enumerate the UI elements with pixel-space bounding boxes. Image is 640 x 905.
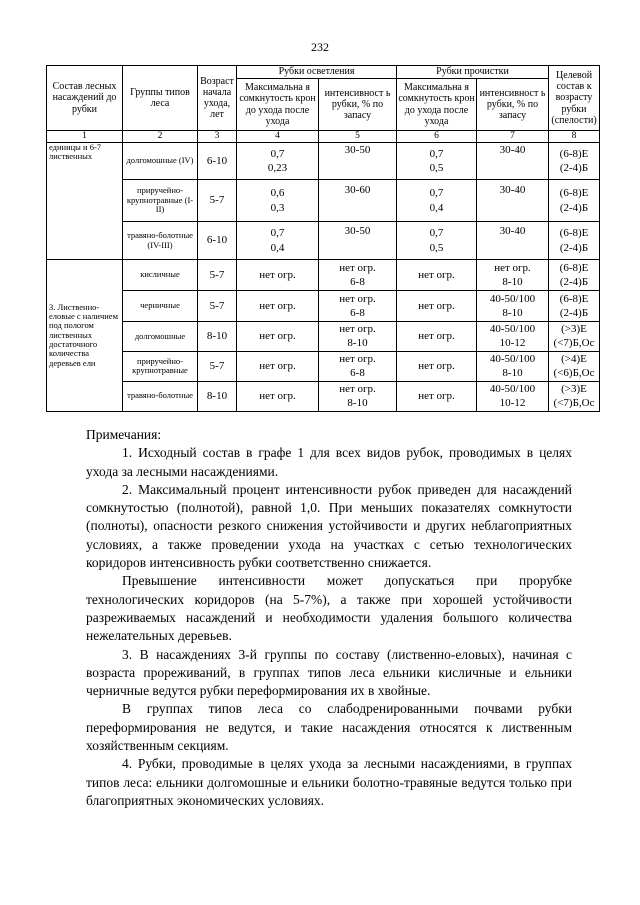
intensity-line: нет огр.	[339, 292, 376, 305]
table-row	[47, 180, 600, 222]
header-composition: Состав лесных насаждений до рубки	[47, 66, 123, 131]
thinning-intensity	[477, 260, 549, 291]
thinning-density: нет огр.	[397, 260, 477, 291]
note-paragraph: В группах типов леса со слабодренированными почвами рубки переформирования не ведутся, и такие насаждения относятся к лиственным хозяйственным секциям.	[86, 701, 572, 754]
thinning-intensity: 30-40	[477, 222, 549, 260]
forest-type: долгомошные	[123, 322, 198, 352]
col-number: 3	[198, 131, 237, 143]
header-lightening-intensity: интенсивност ь рубки, % по запасу	[319, 79, 397, 131]
target-composition	[549, 291, 600, 322]
target-line: (6-8)Е	[559, 147, 589, 160]
target-line: (<7)Б,Ос	[553, 337, 595, 350]
forest-type: черничные	[123, 291, 198, 322]
forest-care-table	[46, 65, 600, 412]
lightening-intensity: 30-50	[319, 143, 397, 180]
thinning-density: нет огр.	[397, 381, 477, 411]
lightening-density	[237, 222, 319, 260]
forest-type: кисличные	[123, 260, 198, 291]
target-line: (2-4)Б	[559, 276, 589, 288]
lightening-density: нет огр.	[237, 322, 319, 352]
target-line: (6-8)Е	[559, 227, 589, 240]
target-line: (<6)Б,Ос	[553, 367, 595, 380]
density-before: 0,6	[270, 187, 285, 200]
intensity-line: нет огр.	[339, 261, 376, 274]
note-paragraph: 3. В насаждениях 3-й группы по составу (лиственно-еловых), начиная с возраста прореживаний, в группах типов леса ельники кисличные и ельники черничные ведутся рубки переформирования их в хвойные.	[86, 646, 572, 699]
lightening-intensity	[319, 322, 397, 352]
target-line: (2-4)Б	[559, 307, 589, 319]
target-composition	[549, 322, 600, 352]
thinning-intensity	[477, 351, 549, 381]
density-after: 0,3	[270, 201, 285, 214]
forest-type: травяно-болотные	[123, 381, 198, 411]
intensity-line: 40-50/100	[489, 352, 536, 365]
target-line: (2-4)Б	[559, 201, 589, 214]
lightening-intensity	[319, 381, 397, 411]
intensity-line: 6-8	[350, 276, 365, 288]
note-paragraph: Превышение интенсивности может допускаться при прорубке технологических коридоров (на 5-7%), а также при хорошей устойчивости разреживаемых насаждений и необходимости удаления большого количества нежелательных деревьев.	[86, 573, 572, 644]
age-value: 5-7	[198, 180, 237, 222]
intensity-line: 40-50/100	[489, 382, 536, 395]
col-number: 2	[123, 131, 198, 143]
target-line: (6-8)Е	[559, 261, 589, 274]
thinning-intensity	[477, 322, 549, 352]
target-composition	[549, 260, 600, 291]
header-forest-groups: Группы типов леса	[123, 66, 198, 131]
target-composition	[549, 351, 600, 381]
lightening-intensity: 30-60	[319, 180, 397, 222]
col-number: 4	[237, 131, 319, 143]
age-value: 5-7	[198, 291, 237, 322]
header-lightening-density: Максимальна я сомкнутость крон до ухода после ухода	[237, 79, 319, 131]
lightening-density: нет огр.	[237, 291, 319, 322]
header-thinning: Рубки прочистки	[397, 66, 549, 79]
intensity-line: нет огр.	[339, 382, 376, 395]
table-row	[47, 260, 600, 291]
intensity-line: 8-10	[502, 367, 523, 380]
col-number: 1	[47, 131, 123, 143]
intensity-line: 10-12	[499, 397, 526, 410]
density-before: 0,7	[429, 187, 444, 200]
group3-label: 3. Лиственно-еловые с наличием под пологом лиственных достаточного количества деревьев ели	[47, 260, 123, 412]
intensity-line: 8-10	[502, 307, 523, 319]
target-composition	[549, 222, 600, 260]
forest-type: травяно-болотные (IV-III)	[123, 222, 198, 260]
intensity-line: 8-10	[347, 397, 368, 410]
table-row	[47, 381, 600, 411]
target-line: (>4)Е	[561, 352, 587, 365]
density-after: 0,5	[429, 241, 444, 254]
density-before: 0,7	[270, 147, 285, 160]
target-composition	[549, 381, 600, 411]
intensity-line: нет огр.	[339, 323, 376, 335]
lightening-density: нет огр.	[237, 260, 319, 291]
thinning-density: нет огр.	[397, 291, 477, 322]
intensity-line: 6-8	[350, 367, 365, 380]
intensity-line: 8-10	[347, 337, 368, 350]
thinning-density	[397, 143, 477, 180]
table-row	[47, 291, 600, 322]
age-value: 5-7	[198, 351, 237, 381]
age-value: 6-10	[198, 222, 237, 260]
forest-type: приручейно-крупнотравные	[123, 351, 198, 381]
table-row	[47, 351, 600, 381]
density-after: 0,4	[270, 241, 285, 254]
col-number: 8	[549, 131, 600, 143]
lightening-density	[237, 180, 319, 222]
thinning-intensity: 30-40	[477, 180, 549, 222]
col-number: 6	[397, 131, 477, 143]
column-numbers-row	[47, 131, 600, 143]
header-target: Целевой состав к возрасту рубки (спелости)	[549, 66, 600, 131]
thinning-density: нет огр.	[397, 322, 477, 352]
note-paragraph: 4. Рубки, проводимые в целях ухода за лесными насаждениями, в группах типов леса: ельники долгомошные и ельники болотно-травяные ведутся только при благоприятных экономических условиях.	[86, 756, 572, 808]
density-before: 0,7	[429, 147, 444, 160]
forest-type: приручейно-крупнотравные (I-II)	[123, 180, 198, 222]
density-after: 0,5	[429, 162, 444, 174]
target-line: (2-4)Б	[559, 241, 589, 254]
target-line: (2-4)Б	[559, 162, 589, 174]
header-lightening: Рубки осветления	[237, 66, 397, 79]
group1-label: единицы и 6-7 лиственных	[47, 143, 123, 260]
thinning-intensity	[477, 381, 549, 411]
density-before: 0,7	[429, 227, 444, 240]
age-value: 6-10	[198, 143, 237, 180]
notes-section	[86, 426, 572, 810]
notes-title: Примечания:	[86, 427, 162, 442]
lightening-density: нет огр.	[237, 381, 319, 411]
header-age: Возраст начала ухода, лет	[198, 66, 237, 131]
density-before: 0,7	[270, 227, 285, 240]
forest-type: долгомошные (IV)	[123, 143, 198, 180]
intensity-line: 6-8	[350, 307, 365, 319]
lightening-intensity	[319, 351, 397, 381]
header-thinning-density: Максимальна я сомкнутость крон до ухода после ухода	[397, 79, 477, 131]
intensity-line: 10-12	[499, 337, 526, 350]
intensity-line: нет огр.	[339, 352, 376, 365]
age-value: 5-7	[198, 260, 237, 291]
table-row	[47, 143, 600, 180]
lightening-density: нет огр.	[237, 351, 319, 381]
density-after: 0,4	[429, 201, 444, 214]
target-line: (>3)Е	[561, 323, 587, 335]
thinning-density	[397, 180, 477, 222]
age-value: 8-10	[198, 322, 237, 352]
col-number: 7	[477, 131, 549, 143]
target-line: (>3)Е	[561, 382, 587, 395]
lightening-intensity: 30-50	[319, 222, 397, 260]
page-number: 232	[311, 40, 329, 54]
table-row	[47, 322, 600, 352]
target-composition	[549, 180, 600, 222]
table-row	[47, 222, 600, 260]
lightening-intensity	[319, 291, 397, 322]
thinning-density	[397, 222, 477, 260]
intensity-line: нет огр.	[494, 261, 531, 274]
target-line: (6-8)Е	[559, 187, 589, 200]
thinning-intensity	[477, 291, 549, 322]
lightening-density	[237, 143, 319, 180]
header-thinning-intensity: интенсивност ь рубки, % по запасу	[477, 79, 549, 131]
intensity-line: 40-50/100	[489, 323, 536, 335]
thinning-intensity: 30-40	[477, 143, 549, 180]
note-paragraph: 1. Исходный состав в графе 1 для всех видов рубок, проводимых в целях ухода за лесными насаждениями.	[86, 445, 572, 479]
lightening-intensity	[319, 260, 397, 291]
intensity-line: 8-10	[502, 276, 523, 288]
age-value: 8-10	[198, 381, 237, 411]
density-after: 0,23	[267, 162, 288, 174]
target-composition	[549, 143, 600, 180]
intensity-line: 40-50/100	[489, 292, 536, 305]
target-line: (<7)Б,Ос	[553, 397, 595, 410]
thinning-density: нет огр.	[397, 351, 477, 381]
note-paragraph: 2. Максимальный процент интенсивности рубок приведен для насаждений сомкнутостью (полнотой), равной 1,0. При меньших показателях сомкнутости (полноты), опасности резкого снижения устойчивости и других неблагоприятных условиях, а также проведении ухода на участках с сетью технологических коридоров интенсивность рубки соответственно снижается.	[86, 481, 572, 571]
target-line: (6-8)Е	[559, 292, 589, 305]
col-number: 5	[319, 131, 397, 143]
